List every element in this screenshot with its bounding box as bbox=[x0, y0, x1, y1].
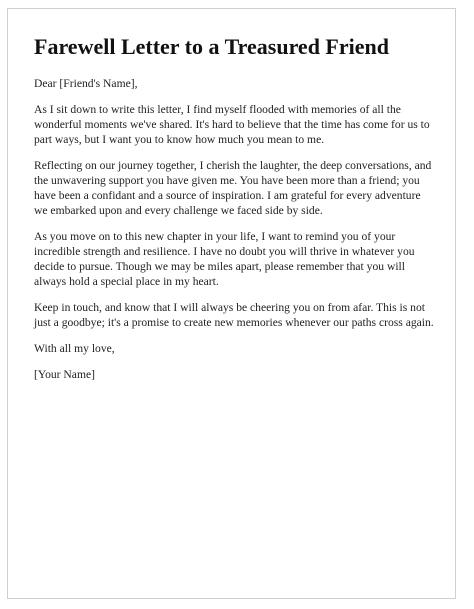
letter-greeting: Dear [Friend's Name], bbox=[34, 77, 138, 90]
letter-paragraph-3: As you move on to this new chapter in your life, I want to remind you of your incredible strength and resilience. I have no doubt you will thrive in whatever you decide to pursue. Though we may be miles apart, please remember that you will always hold a special place in my heart. bbox=[34, 230, 415, 288]
letter-page bbox=[7, 8, 456, 599]
letter-title: Farewell Letter to a Treasured Friend bbox=[34, 34, 389, 59]
letter-content bbox=[34, 33, 434, 393]
letter-signature: [Your Name] bbox=[34, 368, 95, 381]
letter-paragraph-4: Keep in touch, and know that I will always be cheering you on from afar. This is not just a goodbye; it's a promise to create new memories whenever our paths cross again. bbox=[34, 301, 434, 329]
letter-closing: With all my love, bbox=[34, 342, 115, 355]
letter-paragraph-2: Reflecting on our journey together, I cherish the laughter, the deep conversations, and the unwavering support you have given me. You have been more than a friend; you have been a confidant and a source of inspiration. I am grateful for every adventure we embarked upon and every challenge we faced side by side. bbox=[34, 159, 432, 217]
letter-paragraph-1: As I sit down to write this letter, I find myself flooded with memories of all the wonderful moments we've shared. It's hard to believe that the time has come for us to part ways, but I want you to know how much you mean to me. bbox=[34, 103, 430, 146]
